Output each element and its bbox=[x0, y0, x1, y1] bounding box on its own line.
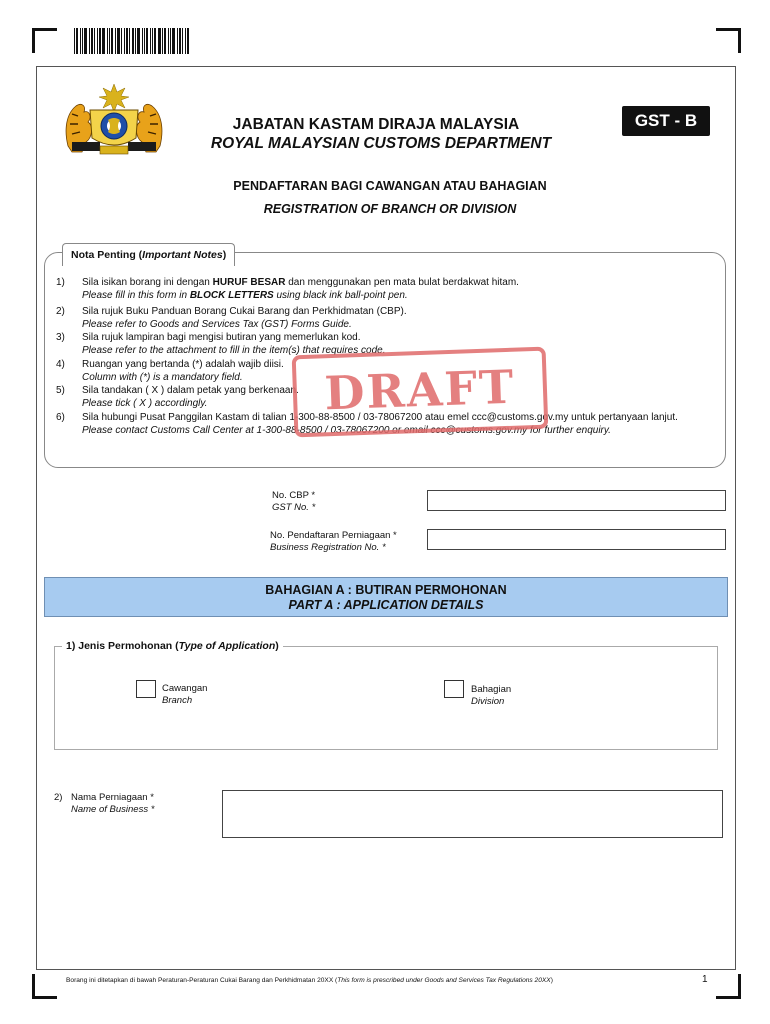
form-code-badge: GST - B bbox=[622, 106, 710, 136]
branch-checkbox[interactable] bbox=[136, 680, 156, 698]
note-item: 4) Ruangan yang bertanda (*) adalah wajib diisi. Column with (*) is a mandatory field. bbox=[56, 359, 284, 383]
corner-mark-bottom-right bbox=[716, 974, 741, 999]
division-option-label: Bahagian Division bbox=[471, 684, 512, 707]
note-item: 2) Sila rujuk Buku Panduan Borang Cukai Barang dan Perkhidmatan (CBP). Please refer to Goods and Services Tax (GST) Forms Guide. bbox=[56, 306, 407, 330]
business-name-label: Nama Perniagaan * Name of Business * bbox=[71, 792, 155, 815]
corner-mark-top-left bbox=[32, 28, 57, 53]
business-registration-input[interactable] bbox=[427, 529, 726, 550]
form-subtitle-malay: PENDAFTARAN BAGI CAWANGAN ATAU BAHAGIAN bbox=[233, 179, 547, 193]
barcode bbox=[74, 28, 192, 54]
draft-watermark-stamp: DRAFT bbox=[292, 347, 549, 438]
gst-number-input[interactable] bbox=[427, 490, 726, 511]
business-name-number: 2) bbox=[54, 792, 63, 803]
department-title-malay: JABATAN KASTAM DIRAJA MALAYSIA bbox=[232, 116, 520, 133]
footer-regulation-note: Borang ini ditetapkan di bawah Peraturan-Peraturan Cukai Barang dan Perkhidmatan 20XX (This form is prescribed under Goods and Services Tax Regulations 20XX) bbox=[66, 977, 553, 984]
business-name-input[interactable] bbox=[222, 790, 723, 838]
department-title-english: ROYAL MALAYSIAN CUSTOMS DEPARTMENT bbox=[210, 135, 552, 152]
note-item: 5) Sila tandakan ( X ) dalam petak yang berkenaan. Please tick ( X ) accordingly. bbox=[56, 385, 299, 409]
part-a-header: BAHAGIAN A : BUTIRAN PERMOHONAN PART A : APPLICATION DETAILS bbox=[44, 577, 728, 617]
note-item: 3) Sila rujuk lampiran bagi mengisi butiran yang memerlukan kod. Please refer to the attachment to fill in the item(s) that requires code. bbox=[56, 332, 386, 356]
coat-of-arms-logo bbox=[56, 80, 172, 160]
page-number: 1 bbox=[702, 974, 708, 985]
business-registration-label: No. Pendaftaran Perniagaan * Business Registration No. * bbox=[270, 530, 397, 553]
form-subtitle-english: REGISTRATION OF BRANCH OR DIVISION bbox=[263, 202, 517, 216]
gst-number-label: No. CBP * GST No. * bbox=[272, 490, 316, 513]
note-item: 6) Sila hubungi Pusat Panggilan Kastam di talian 1-300-88-8500 / 03-78067200 atau emel ccc@customs.gov.my untuk pertanyaan lanjut. Please contact Customs Call Center at 1-300-88-8500 / 03-78067200 or email ccc@customs.gov.my for further enquiry. bbox=[56, 412, 678, 436]
important-notes-heading: Nota Penting (Important Notes) bbox=[62, 243, 235, 266]
application-type-box bbox=[54, 646, 718, 750]
corner-mark-top-right bbox=[716, 28, 741, 53]
division-checkbox[interactable] bbox=[444, 680, 464, 698]
corner-mark-bottom-left bbox=[32, 974, 57, 999]
note-item: 1) Sila isikan borang ini dengan HURUF BESAR dan menggunakan pen mata bulat berdakwat hitam. Please fill in this form in BLOCK LETTERS using black ink ball-point pen. bbox=[56, 277, 519, 301]
branch-option-label: Cawangan Branch bbox=[162, 683, 208, 706]
application-type-heading: 1) Jenis Permohonan (Type of Application) bbox=[62, 640, 283, 652]
